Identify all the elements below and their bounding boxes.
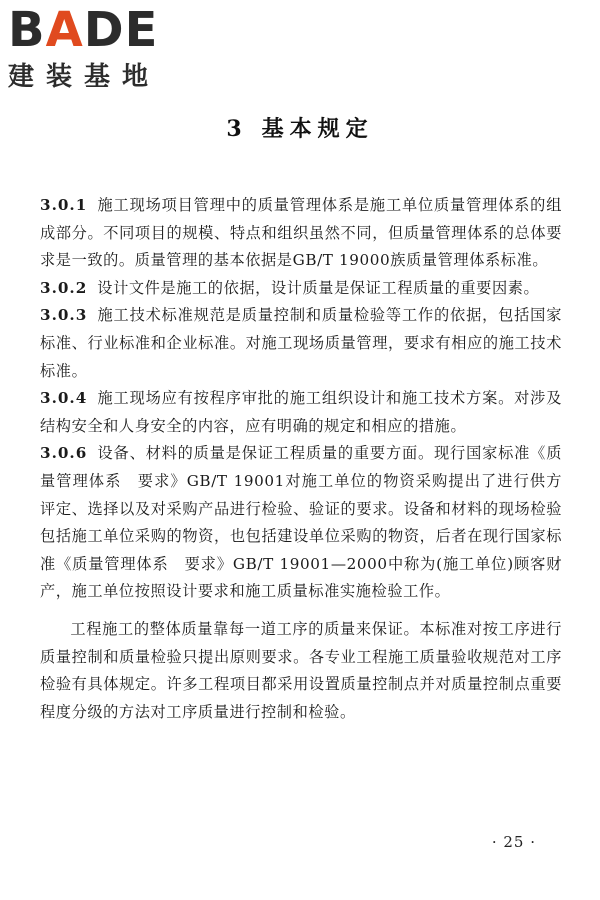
clause-text: 施工技术标准规范是质量控制和质量检验等工作的依据，包括国家标准、行业标准和企业标准。对施工现场质量管理，要求有相应的施工技术标准。 xyxy=(40,306,562,380)
clause-text: 施工现场项目管理中的质量管理体系是施工单位质量管理体系的组成部分。不同项目的规模、特点和组织虽然不同，但质量管理体系的总体要求是一致的。质量管理的基本依据是GB/T 19000族质量管理体系标准。 xyxy=(40,196,562,270)
logo-subtitle: 建装基地 xyxy=(8,62,161,92)
clause-number: 3.0.6 xyxy=(40,444,88,463)
clause-text: 施工现场应有按程序审批的施工组织设计和施工技术方案。对涉及结构安全和人身安全的内容，应有明确的规定和相应的措施。 xyxy=(40,389,562,435)
clause-paragraph xyxy=(40,275,562,303)
chapter-title-text: 基本规定 xyxy=(261,116,374,142)
clause-paragraph xyxy=(40,385,562,440)
clause-number: 3.0.3 xyxy=(40,306,88,325)
clause-paragraph xyxy=(40,302,562,385)
clause-number: 3.0.2 xyxy=(40,278,88,297)
clause-text: 设计文件是施工的依据，设计质量是保证工程质量的重要因素。 xyxy=(97,278,540,297)
chapter-heading xyxy=(0,114,600,144)
clause-number: 3.0.1 xyxy=(40,196,88,214)
logo-letters-de: DE xyxy=(83,2,159,58)
logo-letter-a-accent: A xyxy=(45,2,84,58)
clause-paragraph xyxy=(40,440,562,606)
clause-text: 设备、材料的质量是保证工程质量的重要方面。现行国家标准《质量管理体系 要求》GB/T 19001对施工单位的物资采购提出了进行供方评定、选择以及对采购产品进行检验、验证的要求。设备和材料的现场检验包括施工单位采购的物资，也包括建设单位采购的物资，后者在现行国家标准《质量管理体系 要求》GB/T 19001—2000中称为(施工单位)顾客财产，施工单位按照设计要求和施工质量标准实施检验工作。 xyxy=(40,444,562,601)
chapter-number: 3 xyxy=(226,116,248,142)
brand-logo xyxy=(8,2,178,92)
logo-letter-b: B xyxy=(8,2,46,58)
page-number: · 25 · xyxy=(491,833,536,851)
document-body xyxy=(40,192,562,726)
clause-paragraph xyxy=(40,192,562,275)
clause-number: 3.0.4 xyxy=(40,389,88,408)
logo-wordmark xyxy=(8,2,178,58)
explanatory-paragraph: 工程施工的整体质量靠每一道工序的质量来保证。本标准对按工序进行质量控制和质量检验只提出原则要求。各专业工程施工质量验收规范对工序检验有具体规定。许多工程项目都采用设置质量控制点并对质量控制点重要程度分级的方法对工序质量进行控制和检验。 xyxy=(40,619,562,721)
